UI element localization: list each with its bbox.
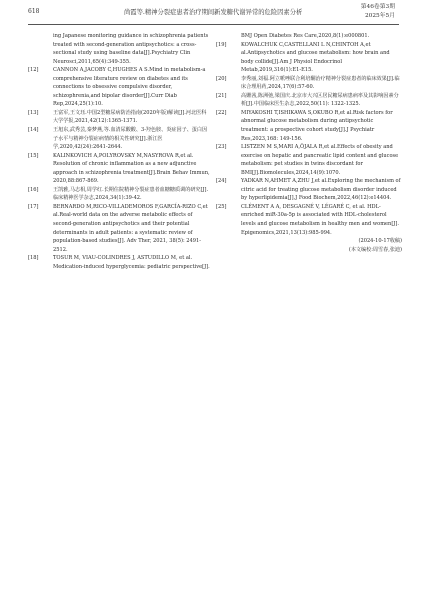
right-column — [216, 32, 402, 254]
reference-16 — [28, 186, 210, 203]
reference-number: [22] — [216, 109, 227, 116]
article-footnote — [216, 237, 402, 254]
reference-number: [23] — [216, 144, 227, 151]
reference-text: TOSUR M, VIAU-COLINDRES J, ASTUDILLO M, et al. Medication-induced hyperglycemia: pediatric perspective[J]. — [53, 255, 210, 270]
reference-number: [14] — [28, 127, 39, 134]
issue-date: 2025年5月 — [364, 13, 395, 19]
reference-number: [21] — [216, 92, 227, 99]
reference-text: LISTZEN M S,MARI A,ÖJALA R,et al.Effects of obesity and exercise on hepatic and pancreatic lipid content and glucose metabolism: pet studies in twins discordant for BMI[J].Biomolecules,2024,14(9):1070. — [241, 144, 399, 176]
reference-19 — [216, 41, 402, 75]
reference-continuation: BMJ Open Diabetes Res Care,2020,8(1):e000801. — [241, 33, 370, 39]
reference-text: 高姗茜,陈洲弛,梁国庆.北京市大兴区居民糖尿病患病率及其影响因素分析[J].中国临床医生杂志,2022,50(11): 1322-1325. — [241, 92, 399, 108]
reference-25 — [216, 203, 402, 237]
reference-number: [20] — [216, 75, 227, 82]
reference-text: MIYAKOSHI T,ISHIKAWA S,OKUBO R,et al.Risk factors for abnormal glucose metabolism during antipsychotic treatment: a prospective cohort study[J].J Psychiatr Res,2023,168: 149-156. — [241, 109, 393, 142]
reference-text: 王凯雅,马志相,周学红.长期住院精神分裂症患者血糖糖质调的研究[J].临床精神医学杂志,2024,34(1):39-42. — [53, 186, 209, 202]
reference-text: 李秀丽,刘福.阿立哌唑联合利培酮治疗精神分裂症患者的临床效果[J].临床合理用药,2024,17(6):57-60. — [241, 75, 400, 91]
reference-number: [18] — [28, 255, 39, 262]
reference-text: KALINKOVICH A,POLYROVSKY M,NASYROVA R,et al. Resolution of chronic inflammation as a new adjunctive approach in schizophrenia treatment[J].Brain Behav Immun, 2020,88:867-869. — [53, 152, 210, 185]
reference-12 — [28, 66, 210, 109]
reference-17 — [28, 203, 210, 254]
page-number: 618 — [28, 8, 40, 15]
reference-number: [25] — [216, 203, 227, 210]
reference-text: CANNON A,JACOBY C,HUGHES A S.Mind in metabolism-a comprehensive literature review on diabetes and its connections to obsessive compulsive disorder, schizophrenia,and bipolar disorder[J].Curr Diab Rep,2024,25(1):10. — [53, 67, 206, 108]
received-date: (2024-10-17收稿) — [358, 238, 402, 245]
editor-note: (本文编校:周雪春,张迪) — [348, 246, 402, 253]
reference-continuation: ing Japanese monitoring guidance in schizophrenia patients treated with second-generation antipsychotics: a cross-sectional study using baseline data[J].Psychiatry Clin Neurosci,2011,65(4):349-355. — [53, 33, 209, 65]
reference-23 — [216, 143, 402, 177]
reference-number: [24] — [216, 178, 227, 185]
reference-text: YADKAR N,AHMET A,ZHU J,et al.Exploring the mechanism of citric acid for treating glucose metabolism disorder induced by hyperlipidemia[J].J Food Biochem,2022,46(12):e14404. — [241, 178, 401, 202]
reference-text: CLÉMENT A A, DESGAGNÉ V, LÉGARÉ C, et al. HDL-enriched miR-30a-5p is associated with HDL-cholesterol levels and glucose metabolism in healthy men and women[J]. Epigenomics,2021,13(13):985-994. — [241, 203, 399, 236]
reference-number: [15] — [28, 152, 39, 159]
reference-15 — [28, 152, 210, 186]
left-column — [28, 32, 210, 271]
reference-number: [13] — [28, 109, 39, 116]
issue-info — [315, 3, 395, 21]
reference-21 — [216, 92, 402, 109]
reference-text: KOWALCHUK C,CASTELLANI L N,CHINTOH A,et al.Antipsychotics and glucose metabolism: how brain and body collide[J].Am J Physiol Endocrinol Metab,2019,316(1):E1-E15. — [241, 41, 390, 74]
reference-13 — [28, 109, 210, 126]
reference-text: BERNARDO M,RICO-VILLADEMOROS F,GARCÍA-RIZO C,et al.Real-world data on the adverse metabolic effects of second-generation antipsychotics and their potential determinants in adult patients: a systematic review of population-based studies[J]. Adv Ther, 2021, 38(5): 2491-2512. — [53, 203, 208, 253]
reference-18 — [28, 254, 210, 271]
running-title: 尚霞等.精神分裂症患者治疗期间新发糖代谢异常的危险因素分析 — [124, 9, 303, 16]
reference-24 — [216, 177, 402, 203]
header-rule — [28, 24, 399, 25]
reference-number: [17] — [28, 203, 39, 210]
reference-14 — [28, 126, 210, 152]
reference-number: [12] — [28, 67, 39, 74]
volume-issue: 第46卷第3期 — [360, 4, 395, 10]
reference-text: 王富军,王文珏.中国2型糖尿病防治指南(2020年版)解读[J].河北医科大学学报,2021,42(12):1365-1371. — [53, 109, 207, 125]
reference-20 — [216, 75, 402, 92]
reference-text: 王旭东,武秀芸,秦梦燕,等.血清尿酸酸、3-羟色胺、炎症因子、蛋白因子水平与精神分裂症病情的相关性研究[J].浙江医学,2020,42(24):2641-2644. — [53, 127, 208, 151]
reference-number: [16] — [28, 186, 39, 193]
reference-22 — [216, 109, 402, 143]
reference-number: [19] — [216, 41, 227, 48]
